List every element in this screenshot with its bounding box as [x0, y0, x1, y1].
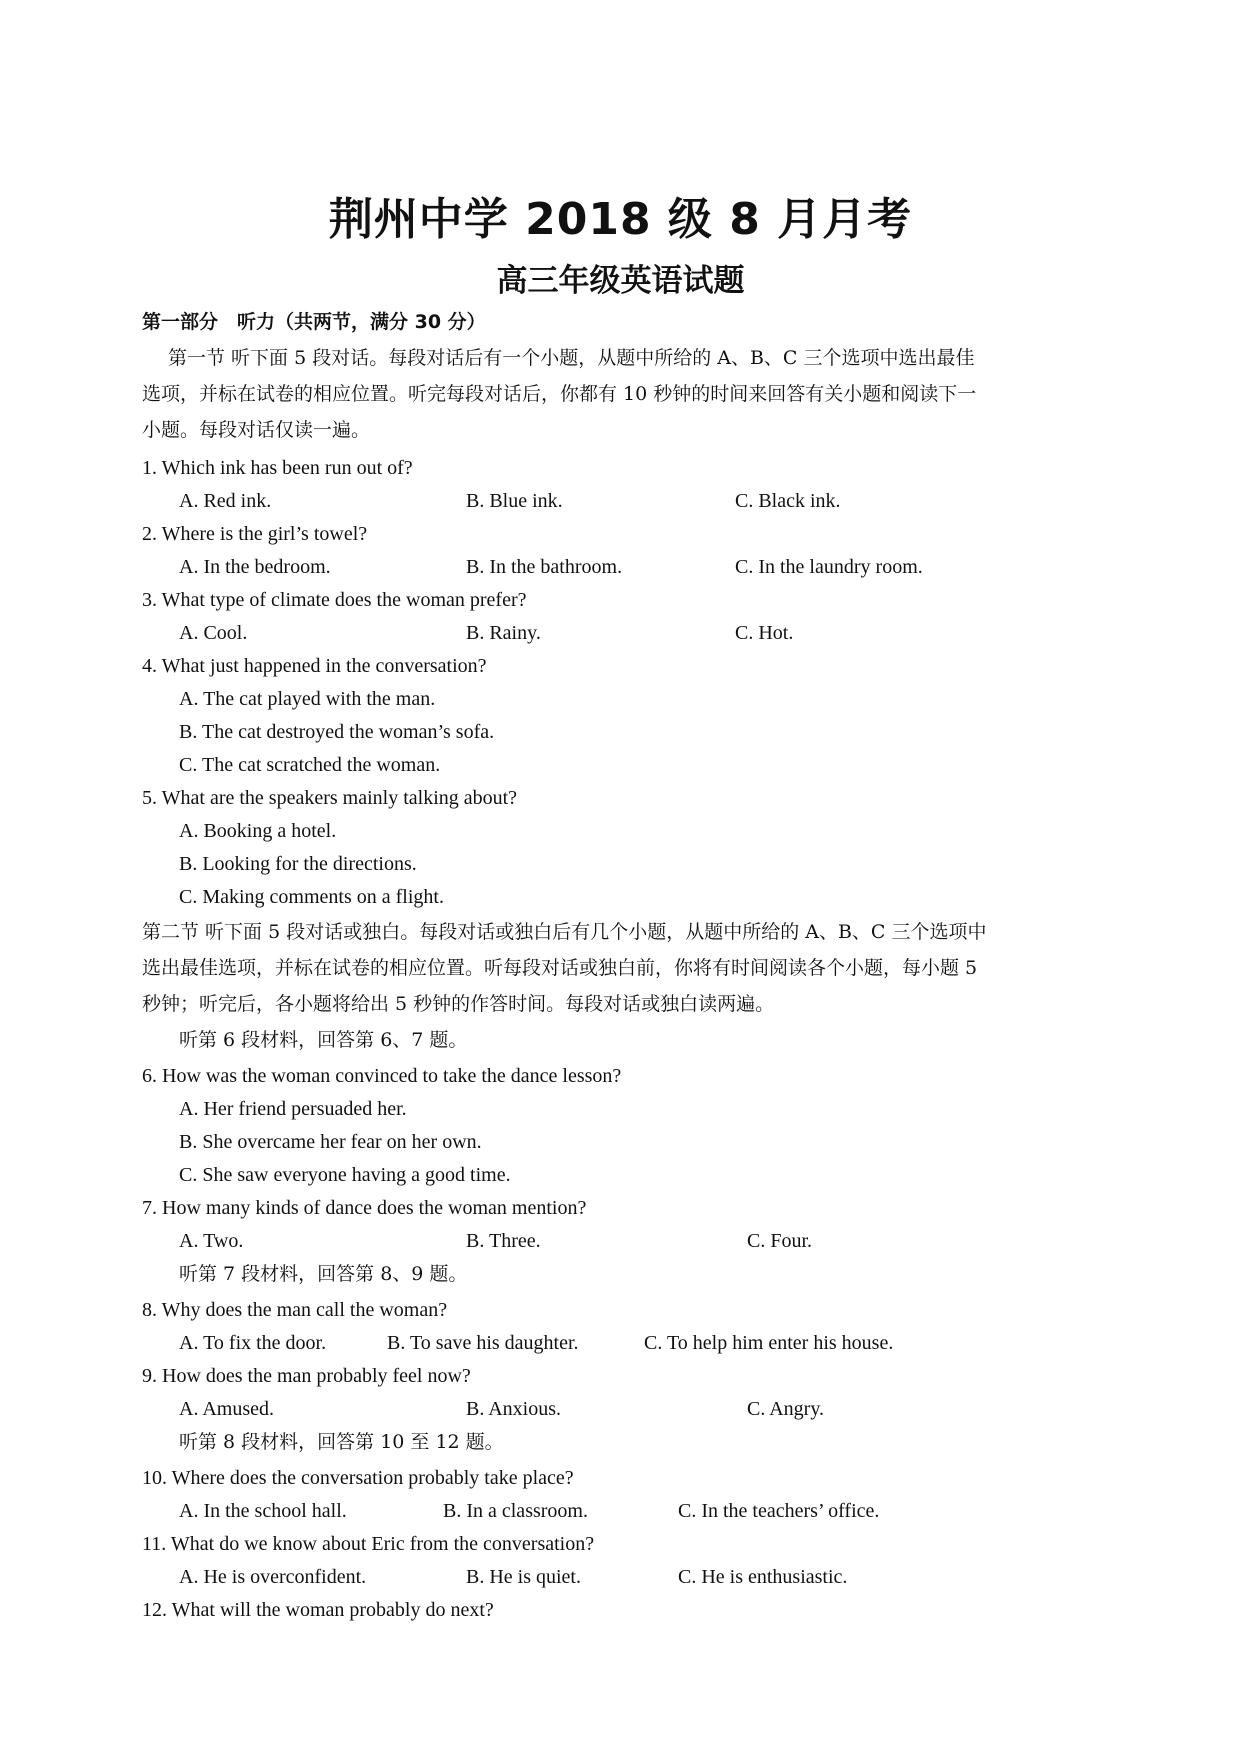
listen-passage-6-note: 听第 6 段材料，回答第 6、7 题。: [179, 1029, 468, 1051]
question-7-option-b: B. Three.: [466, 1230, 541, 1252]
page-title: 荆州中学 2018 级 8 月月考: [328, 194, 913, 245]
question-1-stem: 1. Which ink has been run out of?: [142, 457, 413, 479]
question-9-stem: 9. How does the man probably feel now?: [142, 1365, 471, 1387]
question-7-stem: 7. How many kinds of dance does the woman mention?: [142, 1197, 587, 1219]
question-3-option-c: C. Hot.: [735, 622, 794, 644]
question-2-option-a: A. In the bedroom.: [179, 556, 331, 578]
question-5-option-c: C. Making comments on a flight.: [179, 886, 444, 908]
question-3-option-b: B. Rainy.: [466, 622, 541, 644]
question-1-option-c: C. Black ink.: [735, 490, 841, 512]
part1-heading: 第一部分 听力（共两节，满分 30 分）: [142, 311, 486, 333]
question-2-option-b: B. In the bathroom.: [466, 556, 623, 578]
question-10-option-a: A. In the school hall.: [179, 1500, 347, 1522]
question-4-option-a: A. The cat played with the man.: [179, 688, 436, 710]
question-6-option-c: C. She saw everyone having a good time.: [179, 1164, 511, 1186]
question-7-option-a: A. Two.: [179, 1230, 244, 1252]
question-3-stem: 3. What type of climate does the woman prefer?: [142, 589, 527, 611]
question-11-stem: 11. What do we know about Eric from the conversation?: [142, 1533, 595, 1555]
question-8-option-c: C. To help him enter his house.: [644, 1332, 894, 1354]
question-10-option-c: C. In the teachers’ office.: [678, 1500, 880, 1522]
question-4-stem: 4. What just happened in the conversation?: [142, 655, 487, 677]
section2-instructions-line-2: 选出最佳选项，并标在试卷的相应位置。听每段对话或独白前，你将有时间阅读各个小题，每小题 5: [142, 957, 978, 979]
listen-passage-8-note: 听第 8 段材料，回答第 10 至 12 题。: [179, 1431, 504, 1453]
question-11-option-c: C. He is enthusiastic.: [678, 1566, 848, 1588]
question-2-option-c: C. In the laundry room.: [735, 556, 923, 578]
section1-instructions-line-2: 选项，并标在试卷的相应位置。听完每段对话后，你都有 10 秒钟的时间来回答有关小题和阅读下一: [142, 383, 977, 405]
question-5-stem: 5. What are the speakers mainly talking about?: [142, 787, 518, 809]
section2-instructions-line-1: 第二节 听下面 5 段对话或独白。每段对话或独白后有几个小题，从题中所给的 A、B、C 三个选项中: [142, 921, 987, 943]
question-6-option-b: B. She overcame her fear on her own.: [179, 1131, 482, 1153]
question-11-option-b: B. He is quiet.: [466, 1566, 581, 1588]
question-10-option-b: B. In a classroom.: [443, 1500, 588, 1522]
question-4-option-c: C. The cat scratched the woman.: [179, 754, 441, 776]
question-4-option-b: B. The cat destroyed the woman’s sofa.: [179, 721, 495, 743]
question-5-option-a: A. Booking a hotel.: [179, 820, 337, 842]
question-1-option-a: A. Red ink.: [179, 490, 272, 512]
question-2-stem: 2. Where is the girl’s towel?: [142, 523, 368, 545]
question-10-stem: 10. Where does the conversation probably take place?: [142, 1467, 574, 1489]
question-8-option-a: A. To fix the door.: [179, 1332, 327, 1354]
page-subtitle: 高三年级英语试题: [496, 263, 745, 299]
question-9-option-c: C. Angry.: [747, 1398, 825, 1420]
question-3-option-a: A. Cool.: [179, 622, 248, 644]
section1-instructions-line-3: 小题。每段对话仅读一遍。: [142, 419, 371, 441]
question-5-option-b: B. Looking for the directions.: [179, 853, 417, 875]
question-1-option-b: B. Blue ink.: [466, 490, 563, 512]
section1-instructions-line-1: 第一节 听下面 5 段对话。每段对话后有一个小题，从题中所给的 A、B、C 三个选项中选出最佳: [168, 347, 975, 369]
question-8-stem: 8. Why does the man call the woman?: [142, 1299, 448, 1321]
question-6-option-a: A. Her friend persuaded her.: [179, 1098, 407, 1120]
question-7-option-c: C. Four.: [747, 1230, 813, 1252]
listen-passage-7-note: 听第 7 段材料，回答第 8、9 题。: [179, 1263, 468, 1285]
section2-instructions-line-3: 秒钟；听完后，各小题将给出 5 秒钟的作答时间。每段对话或独白读两遍。: [142, 993, 775, 1015]
question-12-stem: 12. What will the woman probably do next?: [142, 1599, 494, 1621]
question-9-option-a: A. Amused.: [179, 1398, 274, 1420]
question-11-option-a: A. He is overconfident.: [179, 1566, 367, 1588]
question-6-stem: 6. How was the woman convinced to take the dance lesson?: [142, 1065, 622, 1087]
question-8-option-b: B. To save his daughter.: [387, 1332, 579, 1354]
question-9-option-b: B. Anxious.: [466, 1398, 562, 1420]
